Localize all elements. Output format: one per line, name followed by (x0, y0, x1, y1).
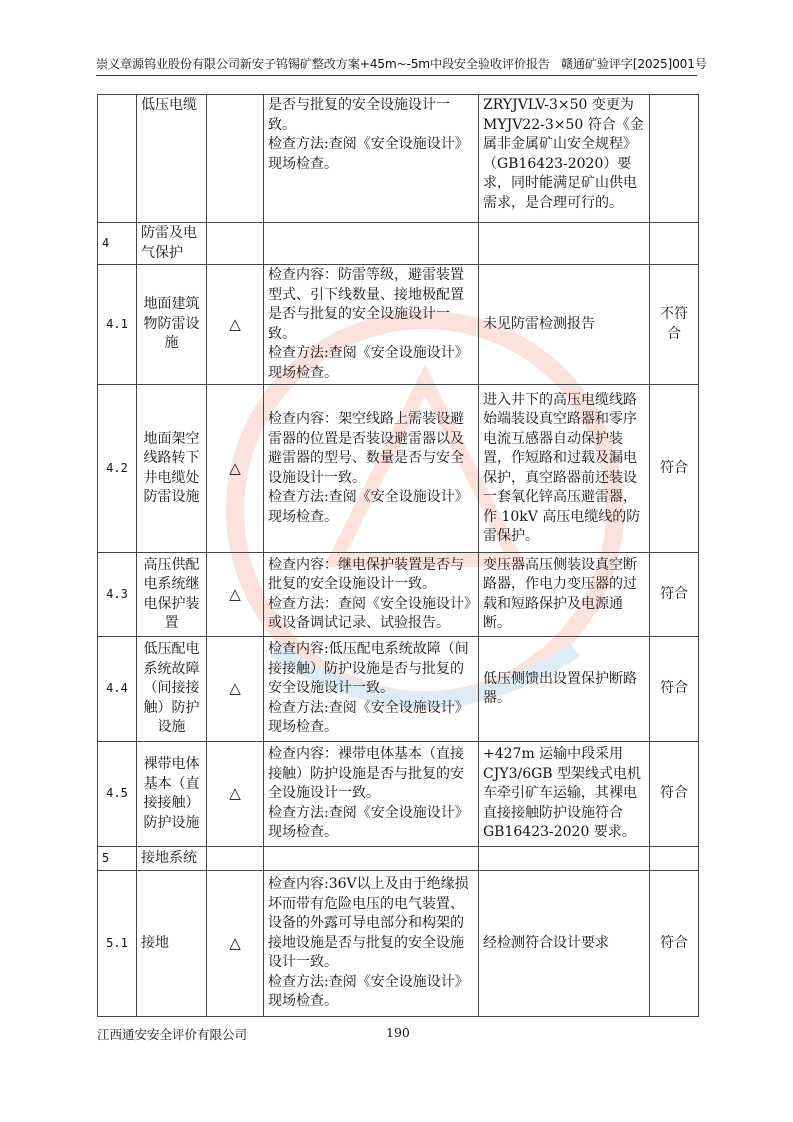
content-line: 检查内容：继电保护装置是否与批复的安全设施设计一致。 (268, 556, 464, 592)
row-mark (207, 223, 264, 265)
row-item: 低压配电系统故障（间接接触）防护设施 (137, 637, 207, 742)
row-conclusion: 符合 (650, 871, 699, 1017)
row-result: 变压器高压侧装设真空断路器，作电力变压器的过载和短路保护及电源通断。 (479, 553, 650, 637)
row-content (264, 742, 479, 847)
row-mark: △ (207, 385, 264, 553)
footer-company: 江西通安安全评价有限公司 (97, 1027, 248, 1042)
content-line: 检查方法:查阅《安全设施设计》现场检查。 (268, 973, 469, 1010)
row-number: 4 (98, 223, 137, 265)
row-conclusion: 符合 (650, 553, 699, 637)
content-line: 检查方法：查阅《安全设施设计》或设备调试记录、试验报告。 (268, 595, 471, 631)
row-conclusion (650, 847, 699, 871)
inspection-table (97, 94, 699, 1017)
row-item: 裸带电体基本（直接接触）防护设施 (137, 742, 207, 847)
row-conclusion (650, 95, 699, 223)
content-line: 是否与批复的安全设施设计一致。 (268, 97, 450, 133)
row-content (264, 95, 479, 223)
table-row (98, 223, 699, 265)
row-item: 低压电缆 (137, 95, 207, 223)
row-conclusion: 不符合 (650, 265, 699, 385)
document-number: 赣通矿验评字[2025]001号 (560, 57, 707, 71)
row-item: 地面建筑物防雷设施 (137, 265, 207, 385)
row-mark: △ (207, 265, 264, 385)
row-item: 接地 (137, 871, 207, 1017)
row-result: 未见防雷检测报告 (479, 265, 650, 385)
row-number: 5.1 (98, 871, 137, 1017)
row-mark: △ (207, 871, 264, 1017)
content-line: 检查内容：防雷等级，避雷装置型式、引下线数量、接地极配置是否与批复的安全设施设计一致。 (268, 267, 464, 342)
row-item: 地面架空线路转下井电缆处防雷设施 (137, 385, 207, 553)
content-line: 检查内容：架空线路上需装设避雷器的位置是否装设避雷器以及避雷器的型号、数量是否与安全设施设计一致。 (268, 411, 464, 486)
row-mark: △ (207, 637, 264, 742)
row-mark: △ (207, 553, 264, 637)
table-row (98, 385, 699, 553)
row-number: 4.5 (98, 742, 137, 847)
row-content (264, 223, 479, 265)
row-number: 4.2 (98, 385, 137, 553)
row-conclusion: 符合 (650, 637, 699, 742)
row-number: 4.4 (98, 637, 137, 742)
header-rule (96, 75, 697, 76)
row-conclusion: 符合 (650, 742, 699, 847)
content-line: 检查内容:低压配电系统故障（间接接触）防护设施是否与批复的安全设施设计一致。 (268, 641, 469, 697)
row-content (264, 871, 479, 1017)
row-mark (207, 95, 264, 223)
row-mark: △ (207, 742, 264, 847)
table-row (98, 553, 699, 637)
table-row (98, 742, 699, 847)
row-content (264, 385, 479, 553)
table-row (98, 95, 699, 223)
row-number (98, 95, 137, 223)
row-content (264, 637, 479, 742)
page-number: 190 (386, 1025, 410, 1040)
row-result: ZRYJVLV-3×50 变更为 MYJV22-3×50 符合《金属非金属矿山安全规程》（GB16423-2020）要求，同时能满足矿山供电需求，是合理可行的。 (479, 95, 650, 223)
report-title: 崇义章源钨业股份有限公司新安子钨锡矿整改方案+45m~-5m中段安全验收评价报告 (96, 57, 550, 71)
row-number: 4.1 (98, 265, 137, 385)
content-line: 检查内容:36V以上及由于绝缘损坏而带有危险电压的电气装置、设备的外露可导电部分和构架的接地设施是否与批复的安全设施设计一致。 (268, 876, 469, 971)
row-item: 高压供配电系统继电保护装置 (137, 553, 207, 637)
row-item: 防雷及电气保护 (137, 223, 207, 265)
page-header (96, 56, 707, 72)
row-result: 进入井下的高压电缆线路始端装设真空路器和零序电流互感器自动保护装置，作短路和过载及漏电保护，真空路器前还装设一套氧化锌高压避雷器，作 10kV 高压电缆线的防雷保护。 (479, 385, 650, 553)
content-line: 检查方法:查阅《安全设施设计》现场检查。 (268, 804, 469, 841)
content-line: 检查方法:查阅《安全设施设计》现场检查。 (268, 136, 469, 172)
row-number: 5 (98, 847, 137, 871)
row-number: 4.3 (98, 553, 137, 637)
table-row (98, 847, 699, 871)
table-row (98, 637, 699, 742)
content-line: 检查内容：裸带电体基本（直接接触）防护设施是否与批复的安全设施设计一致。 (268, 746, 464, 802)
row-conclusion (650, 223, 699, 265)
table-row (98, 871, 699, 1017)
content-line: 检查方法:查阅《安全设施设计》现场检查。 (268, 345, 469, 381)
content-line: 检查方法:查阅《安全设施设计》现场检查。 (268, 489, 469, 525)
row-conclusion: 符合 (650, 385, 699, 553)
row-result: +427m 运输中段采用 CJY3/6GB 型架线式电机车牵引矿车运输，其裸电直接接触防护设施符合 GB16423-2020 要求。 (479, 742, 650, 847)
row-content (264, 847, 479, 871)
row-result (479, 847, 650, 871)
row-result: 经检测符合设计要求 (479, 871, 650, 1017)
row-content (264, 265, 479, 385)
row-item: 接地系统 (137, 847, 207, 871)
row-mark (207, 847, 264, 871)
row-result: 低压侧馈出设置保护断路器。 (479, 637, 650, 742)
row-result (479, 223, 650, 265)
content-line: 检查方法:查阅《安全设施设计》现场检查。 (268, 699, 469, 736)
row-content (264, 553, 479, 637)
table-row (98, 265, 699, 385)
